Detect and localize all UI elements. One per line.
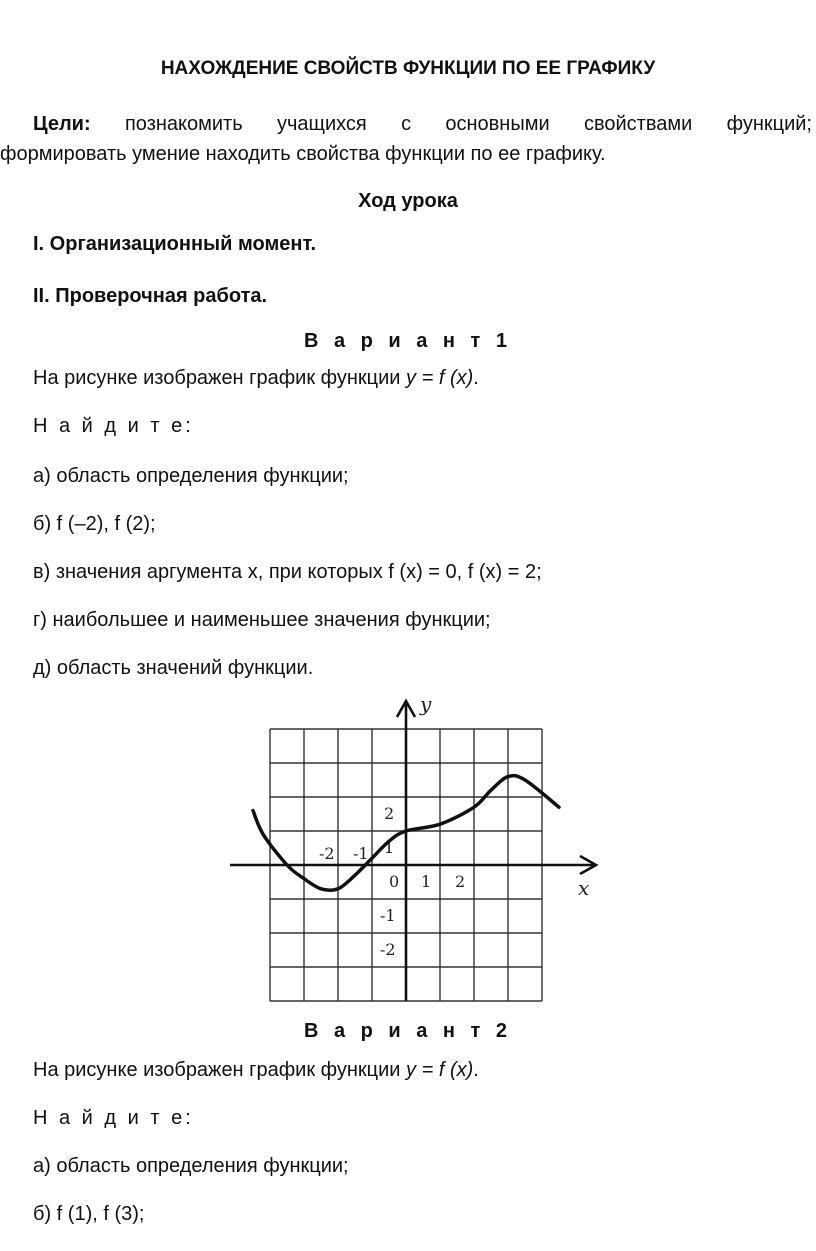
- x-tick-label: 0: [389, 872, 400, 891]
- graph-axes: [230, 692, 596, 1001]
- variant-1-item-g: г) наибольшее и наименьшее значения функции;: [33, 609, 491, 631]
- intro-suffix: .: [473, 367, 479, 389]
- y-tick-label: 1: [384, 838, 395, 857]
- lesson-heading: Ход урока: [358, 190, 458, 212]
- variant-2-item-a: а) область определения функции;: [33, 1155, 349, 1177]
- variant-2-item-b: б) f (1), f (3);: [33, 1203, 145, 1225]
- intro-text: На рисунке изображен график функции: [33, 1059, 407, 1081]
- y-tick-label: -2: [380, 940, 396, 959]
- variant-1-heading: В а р и а н т 1: [303, 330, 513, 352]
- intro-formula: y = f (x): [406, 1059, 474, 1081]
- section-2-heading: II. Проверочная работа.: [33, 285, 268, 307]
- x-axis-label: x: [578, 876, 590, 900]
- y-axis-label: y: [420, 692, 432, 716]
- variant-1-item-v: в) значения аргумента x, при которых f (x) = 0, f (x) = 2;: [33, 561, 542, 583]
- y-tick-label: 2: [384, 804, 395, 823]
- variant-2-heading: В а р и а н т 2: [303, 1020, 513, 1042]
- x-tick-label: 2: [455, 872, 466, 891]
- x-tick-label: -2: [319, 844, 335, 863]
- section-1-heading: I. Организационный момент.: [33, 233, 317, 255]
- variant-1-item-d: д) область значений функции.: [33, 657, 314, 679]
- goals-text-1: познакомить учащихся с основными свойствами функций;: [124, 113, 812, 135]
- intro-text: На рисунке изображен график функции: [33, 367, 407, 389]
- graph-tick-labels: [319, 804, 465, 959]
- variant-2-intro: [33, 1058, 479, 1082]
- variant-1-item-a: а) область определения функции;: [33, 465, 349, 487]
- intro-formula: y = f (x): [406, 367, 474, 389]
- goals-label: Цели:: [33, 113, 91, 135]
- goals-line-2: формировать умение находить свойства функции по ее графику.: [0, 143, 606, 165]
- intro-suffix: .: [473, 1059, 479, 1081]
- x-tick-label: 1: [421, 872, 432, 891]
- variant-1-item-b: б) f (–2), f (2);: [33, 513, 156, 535]
- variant-1-find: Н а й д и т е:: [33, 415, 194, 437]
- x-tick-label: -1: [353, 844, 369, 863]
- y-tick-label: -1: [380, 906, 396, 925]
- page-title: НАХОЖДЕНИЕ СВОЙСТВ ФУНКЦИИ ПО ЕЕ ГРАФИКУ: [160, 58, 656, 79]
- variant-2-find: Н а й д и т е:: [33, 1107, 194, 1129]
